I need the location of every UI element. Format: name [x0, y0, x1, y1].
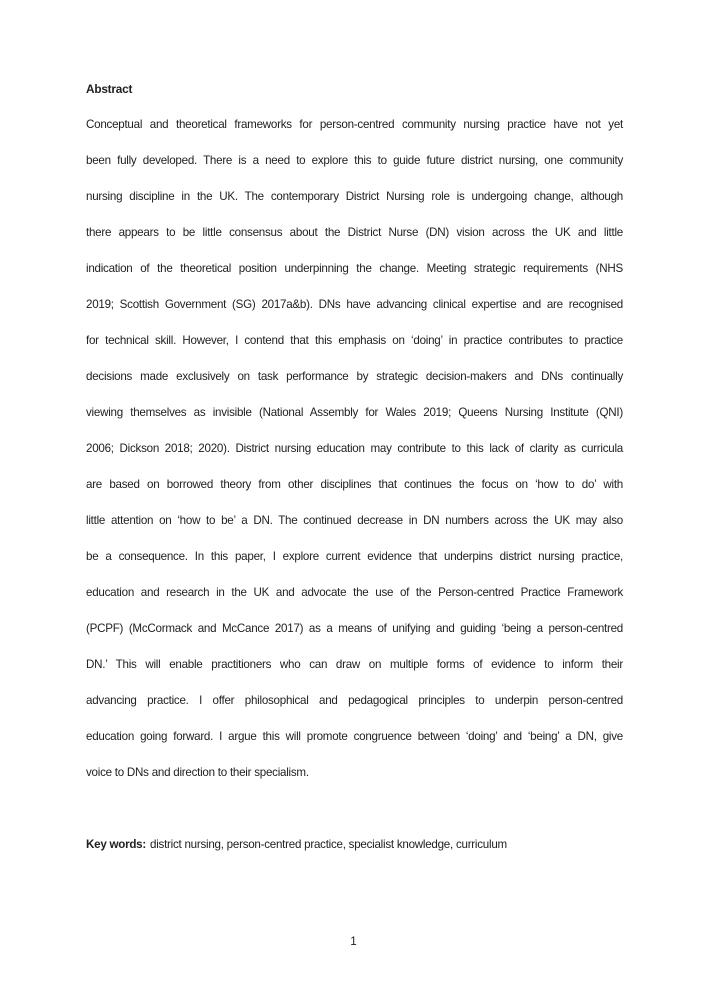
abstract-line: 2019; Scottish Government (SG) 2017a&b). DNs have advancing clinical expertise and are recognised — [86, 298, 623, 311]
abstract-line: viewing themselves as invisible (National Assembly for Wales 2019; Queens Nursing Institute (QNI) — [86, 406, 623, 419]
abstract-line: are based on borrowed theory from other disciplines that continues the focus on ‘how to do’ with — [86, 478, 623, 491]
abstract-line: for technical skill. However, I contend that this emphasis on ‘doing’ in practice contributes to practice — [86, 334, 623, 347]
abstract-line: Conceptual and theoretical frameworks for person-centred community nursing practice have not yet — [86, 118, 623, 131]
abstract-line: education going forward. I argue this will promote congruence between ‘doing’ and ‘being’ a DN, give — [86, 730, 623, 743]
abstract-line: decisions made exclusively on task performance by strategic decision-makers and DNs continually — [86, 370, 623, 383]
abstract-line: little attention on ‘how to be’ a DN. The continued decrease in DN numbers across the UK may also — [86, 514, 623, 527]
abstract-line: advancing practice. I offer philosophical and pedagogical principles to underpin person-centred — [86, 694, 623, 707]
abstract-heading: Abstract — [86, 82, 133, 96]
abstract-line: there appears to be little consensus about the District Nurse (DN) vision across the UK and little — [86, 226, 623, 239]
abstract-line: be a consequence. In this paper, I explore current evidence that underpins district nursing practice, — [86, 550, 623, 563]
keywords-text: district nursing, person-centred practice, specialist knowledge, curriculum — [150, 838, 507, 851]
abstract-line: (PCPF) (McCormack and McCance 2017) as a means of unifying and guiding ‘being a person-centred — [86, 622, 623, 635]
abstract-line: voice to DNs and direction to their specialism. — [86, 766, 309, 779]
abstract-line: been fully developed. There is a need to explore this to guide future district nursing, one community — [86, 154, 623, 167]
abstract-paragraph — [86, 107, 623, 791]
keywords-line — [86, 827, 623, 863]
abstract-line: education and research in the UK and advocate the use of the Person-centred Practice Framework — [86, 586, 623, 599]
abstract-line: 2006; Dickson 2018; 2020). District nursing education may contribute to this lack of clarity as curricula — [86, 442, 623, 455]
abstract-line: indication of the theoretical position underpinning the change. Meeting strategic requirements (NHS — [86, 262, 623, 275]
abstract-line: nursing discipline in the UK. The contemporary District Nursing role is undergoing change, although — [86, 190, 623, 203]
abstract-line: DN.’ This will enable practitioners who can draw on multiple forms of evidence to inform their — [86, 658, 623, 671]
keywords-label: Key words: — [86, 838, 146, 851]
page-number: 1 — [350, 935, 357, 948]
